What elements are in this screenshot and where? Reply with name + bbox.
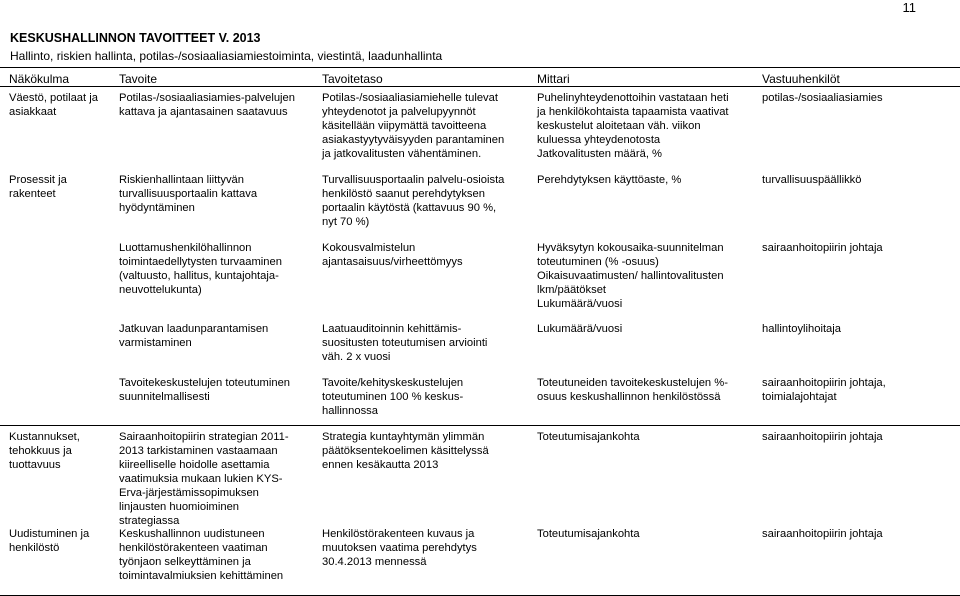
cell-goal: Luottamushenkilöhallinnon toimintaedellytysten turvaaminen (valtuusto, hallitus, kuntajohtaja- neuvottelukunta)	[119, 242, 282, 296]
document-subtitle: Hallinto, riskien hallinta, potilas-/sosiaaliasiamiestoiminta, viestintä, laadunhallinta	[10, 49, 443, 63]
header-divider	[0, 86, 960, 87]
cell-responsible: turvallisuuspäällikkö	[762, 174, 862, 186]
header-target: Tavoitetaso	[322, 72, 383, 86]
header-perspective: Näkökulma	[9, 72, 70, 86]
cell-metric: Toteutumisajankohta	[537, 431, 640, 443]
cell-perspective: Kustannukset, tehokkuus ja tuottavuus	[9, 431, 80, 471]
document-title: KESKUSHALLINNON TAVOITTEET V. 2013	[10, 31, 261, 45]
cell-responsible: sairaanhoitopiirin johtaja	[762, 431, 883, 443]
cell-metric: Toteutumisajankohta	[537, 528, 640, 540]
cell-goal: Potilas-/sosiaaliasiamies-palvelujen kattava ja ajantasainen saatavuus	[119, 92, 295, 118]
cell-metric: Puhelinyhteydenottoihin vastataan heti ja henkilökohtaista tapaamista vaativat keskustelut aloitetaan väh. viikon kuluessa yhteydenotosta Jatkovalitusten määrä, %	[537, 92, 729, 160]
cell-target: Tavoite/kehityskeskustelujen toteutuminen 100 % keskus- hallinnossa	[322, 377, 464, 417]
cell-goal: Sairaanhoitopiirin strategian 2011- 2013 tarkistaminen vastaamaan kiireelliselle hoidolle asettamia vaatimuksia mukaan lukien KYS- Erva-järjestämissopimuksen linjausten huomioiminen strategiassa	[119, 431, 289, 527]
cell-target: Laatuauditoinnin kehittämis- suositusten toteutumisen arviointi väh. 2 x vuosi	[322, 323, 488, 363]
cell-perspective: Prosessit ja rakenteet	[9, 174, 67, 200]
cell-perspective: Uudistuminen ja henkilöstö	[9, 528, 90, 554]
cell-goal: Riskienhallintaan liittyvän turvallisuusportaalin kattava hyödyntäminen	[119, 174, 258, 214]
header-responsible: Vastuuhenkilöt	[762, 72, 840, 86]
header-goal: Tavoite	[119, 72, 158, 86]
cell-target: Strategia kuntayhtymän ylimmän päätöksentekoelimen käsittelyssä ennen kesäkautta 2013	[322, 431, 489, 471]
page-number: 11	[902, 0, 916, 15]
cell-responsible: sairaanhoitopiirin johtaja	[762, 528, 883, 540]
cell-metric: Hyväksytyn kokousaika-suunnitelman toteutuminen (% -osuus) Oikaisuvaatimusten/ hallintovalitusten lkm/päätökset Lukumäärä/vuosi	[537, 242, 724, 310]
cell-metric: Lukumäärä/vuosi	[537, 323, 623, 335]
cell-target: Turvallisuusportaalin palvelu-osioista henkilöstö saanut perehdytyksen portaalin käytöstä (kattavuus 90 %, nyt 70 %)	[322, 174, 505, 228]
cell-responsible: sairaanhoitopiirin johtaja, toimialajohtajat	[762, 377, 886, 403]
table-top-border	[0, 67, 960, 68]
cell-goal: Keskushallinnon uudistuneen henkilöstörakenteen vaatiman työnjaon selkeyttäminen ja toimintavalmiuksien kehittäminen	[119, 528, 284, 582]
cell-target: Kokousvalmistelun ajantasaisuus/virheettömyys	[322, 242, 463, 268]
cell-responsible: potilas-/sosiaaliasiamies	[762, 92, 883, 104]
cell-target: Potilas-/sosiaaliasiamiehelle tulevat yhteydenotot ja palvelupyynnöt käsitellään viipymättä tavoitteena asiakastyytyväisyyden parantaminen ja jatkovalitusten vähentäminen.	[322, 92, 505, 160]
cell-target: Henkilöstörakenteen kuvaus ja muutoksen vaatima perehdytys 30.4.2013 mennessä	[322, 528, 477, 568]
cell-responsible: hallintoylihoitaja	[762, 323, 841, 335]
section-divider	[0, 425, 960, 426]
cell-responsible: sairaanhoitopiirin johtaja	[762, 242, 883, 254]
cell-metric: Toteutuneiden tavoitekeskustelujen %- osuus keskushallinnon henkilöstössä	[537, 377, 728, 403]
cell-metric: Perehdytyksen käyttöaste, %	[537, 174, 682, 186]
cell-goal: Tavoitekeskustelujen toteutuminen suunnitelmallisesti	[119, 377, 291, 403]
cell-perspective: Väestö, potilaat ja asiakkaat	[9, 92, 98, 118]
header-metric: Mittari	[537, 72, 570, 86]
cell-goal: Jatkuvan laadunparantamisen varmistaminen	[119, 323, 269, 349]
